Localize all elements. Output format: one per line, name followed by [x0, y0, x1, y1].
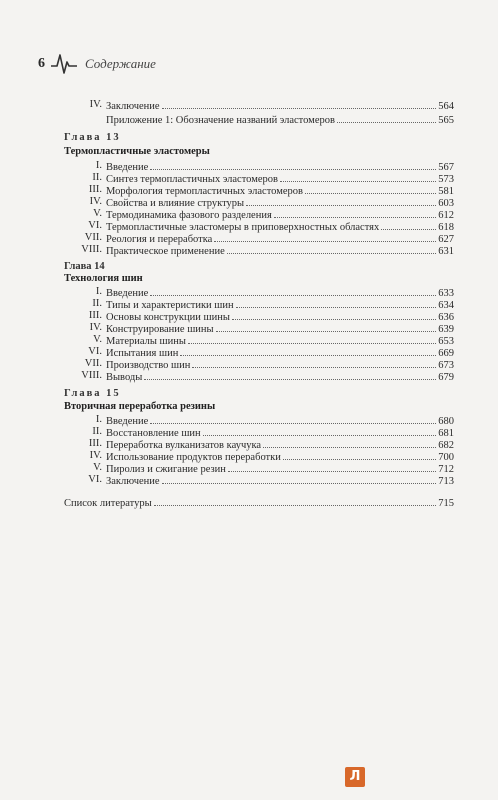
toc-page: 682	[438, 440, 454, 451]
toc-label: Заключение	[106, 476, 160, 487]
toc-page: 712	[438, 464, 454, 475]
toc-row	[64, 414, 454, 426]
toc-number: VIII.	[81, 370, 102, 381]
toc-number: IV.	[89, 196, 102, 207]
toc-row	[64, 184, 454, 196]
toc-number: V.	[93, 334, 102, 345]
page-number: 6	[38, 56, 45, 71]
toc-row	[64, 462, 454, 474]
toc-row	[64, 220, 454, 232]
toc-page: 700	[438, 452, 454, 463]
toc-page: 634	[438, 300, 454, 311]
toc-page: 639	[438, 324, 454, 335]
toc-row	[64, 196, 454, 208]
toc-row	[64, 450, 454, 462]
toc-number: VI.	[88, 220, 102, 231]
toc-label: Основы конструкции шины	[106, 312, 230, 323]
toc-label: Конструирование шины	[106, 324, 214, 335]
toc-row	[64, 298, 454, 310]
toc-label: Восстановление шин	[106, 428, 201, 439]
toc-number: IV.	[89, 450, 102, 461]
toc-row	[64, 346, 454, 358]
toc-label: Термопластичные эластомеры в приповерхностных областях	[106, 222, 380, 233]
toc-page: 679	[438, 372, 454, 383]
toc-label: Введение	[106, 416, 149, 427]
toc-page: 612	[438, 210, 454, 221]
toc-label: Морфология термопластичных эластомеров	[106, 186, 303, 197]
toc-row	[64, 310, 454, 322]
toc-row	[64, 358, 454, 370]
toc-row	[64, 286, 454, 298]
toc-page: 681	[438, 428, 454, 439]
toc-number: III.	[88, 184, 102, 195]
literature-page: 715	[438, 498, 454, 509]
toc-label: Материалы шины	[106, 336, 186, 347]
toc-number: V.	[93, 208, 102, 219]
toc-page: 669	[438, 348, 454, 359]
toc-row	[64, 232, 454, 244]
toc-page: 567	[438, 162, 454, 173]
toc-page: 713	[438, 476, 454, 487]
chapter-label: Глава 15	[64, 388, 121, 399]
toc-label: Приложение 1: Обозначение названий эластомеров	[106, 115, 335, 126]
toc-number: III.	[88, 310, 102, 321]
toc-row	[64, 334, 454, 346]
chapter-label: Глава 13	[64, 132, 121, 143]
toc-label: Синтез термопластичных эластомеров	[106, 174, 278, 185]
toc-label: Испытания шин	[106, 348, 179, 359]
toc-row	[64, 370, 454, 382]
toc-number: VII.	[84, 358, 102, 369]
toc-page: 680	[438, 416, 454, 427]
toc-number: V.	[93, 462, 102, 473]
toc-row	[64, 99, 454, 111]
toc-label: Введение	[106, 288, 149, 299]
toc-number: VI.	[88, 474, 102, 485]
toc-page: 636	[438, 312, 454, 323]
toc-label: Типы и характеристики шин	[106, 300, 234, 311]
toc-page: 633	[438, 288, 454, 299]
toc-page: 627	[438, 234, 454, 245]
toc-row	[64, 438, 454, 450]
toc-number: II.	[92, 172, 102, 183]
toc-page: 581	[438, 186, 454, 197]
chapter-title: Вторичная переработка резины	[64, 401, 216, 412]
toc-number: IV.	[89, 322, 102, 333]
toc-row	[64, 426, 454, 438]
toc-number: VII.	[84, 232, 102, 243]
chapter-label: Глава 14	[64, 261, 105, 272]
toc-row	[64, 322, 454, 334]
toc-number: VI.	[88, 346, 102, 357]
toc-page: 653	[438, 336, 454, 347]
toc-row-literature	[64, 496, 454, 508]
toc-page: 573	[438, 174, 454, 185]
toc-label: Заключение	[106, 101, 160, 112]
toc-label: Свойства и влияние структуры	[106, 198, 245, 209]
toc-number: I.	[95, 286, 102, 297]
toc-label: Реология и переработка	[106, 234, 213, 245]
toc-number: I.	[95, 414, 102, 425]
toc-page: 564	[438, 101, 454, 112]
toc-label: Практическое применение	[106, 246, 225, 257]
toc-number: IV.	[89, 99, 102, 110]
chapter-title: Термопластичные эластомеры	[64, 146, 210, 157]
toc-label: Выводы	[106, 372, 143, 383]
toc-page: 618	[438, 222, 454, 233]
toc-number: II.	[92, 426, 102, 437]
toc-label: Производство шин	[106, 360, 191, 371]
toc-number: VIII.	[81, 244, 102, 255]
toc-number: I.	[95, 160, 102, 171]
toc-row	[64, 208, 454, 220]
toc-page: 603	[438, 198, 454, 209]
toc-page: 673	[438, 360, 454, 371]
section-title: Содержание	[85, 56, 156, 71]
toc-label: Использование продуктов переработки	[106, 452, 281, 463]
toc-row	[64, 113, 454, 125]
toc-label: Введение	[106, 162, 149, 173]
toc-label: Переработка вулканизатов каучука	[106, 440, 262, 451]
toc-number: III.	[88, 438, 102, 449]
toc-label: Термодинамика фазового разделения	[106, 210, 272, 221]
literature-label: Список литературы	[64, 498, 152, 509]
toc-row	[64, 474, 454, 486]
chapter-title: Технология шин	[64, 273, 143, 284]
publisher-logo: Л	[345, 767, 365, 787]
toc-row	[64, 172, 454, 184]
toc-number: II.	[92, 298, 102, 309]
toc-page: 565	[438, 115, 454, 126]
toc-row	[64, 244, 454, 256]
toc-label: Пиролиз и сжигание резин	[106, 464, 226, 475]
toc-row	[64, 160, 454, 172]
toc-page: 631	[438, 246, 454, 257]
